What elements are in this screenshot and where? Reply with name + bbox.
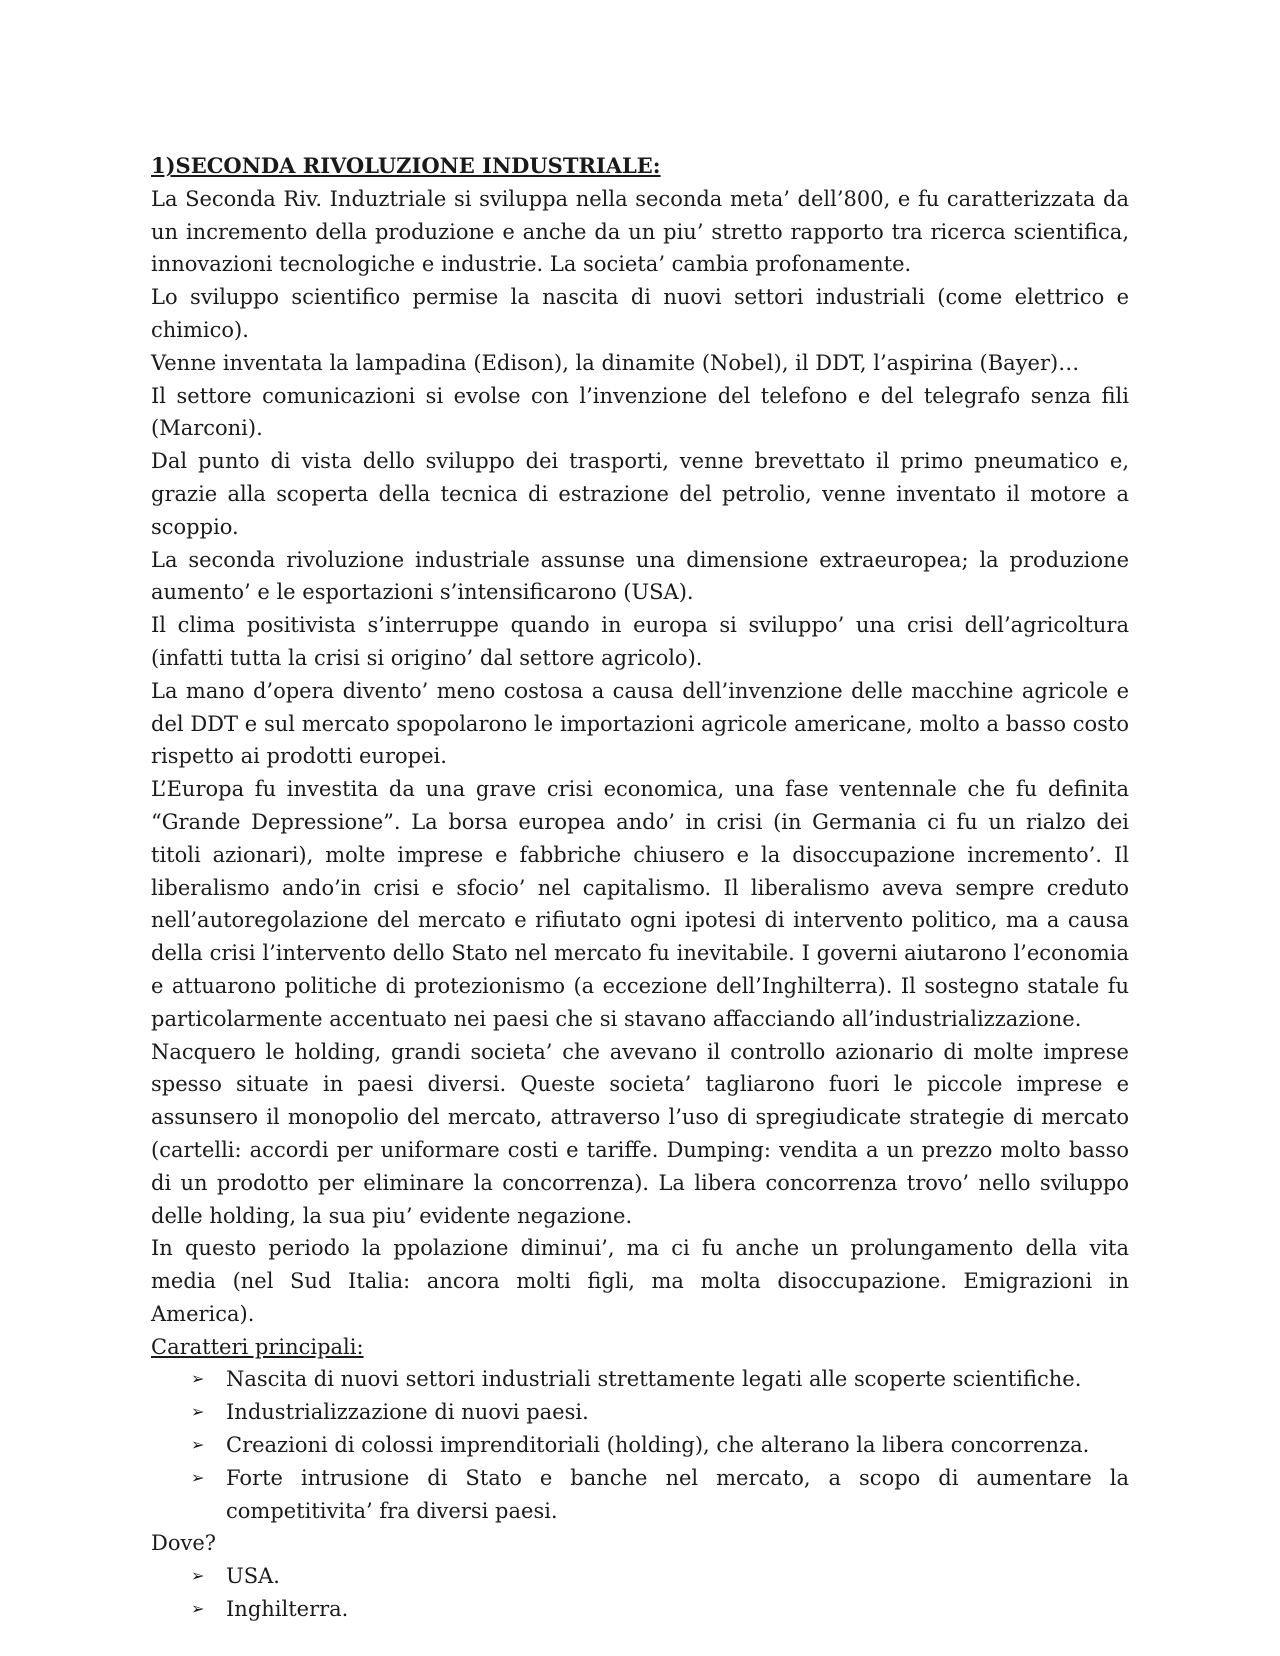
list-item-text: Inghilterra. (226, 1597, 349, 1622)
list-item-text: Nascita di nuovi settori industriali strettamente legati alle scoperte scientifiche. (226, 1367, 1082, 1392)
dove-list (151, 1560, 1129, 1626)
arrow-bullet-icon: ➢ (191, 1566, 205, 1586)
arrow-bullet-icon: ➢ (191, 1435, 205, 1455)
list-item (151, 1363, 1129, 1396)
list-item-text: Forte intrusione di Stato e banche nel mercato, a scopo di aumentare la competitivita’ fra diversi paesi. (226, 1465, 1129, 1523)
arrow-bullet-icon: ➢ (191, 1599, 205, 1619)
arrow-bullet-icon: ➢ (191, 1467, 205, 1487)
list-item (151, 1429, 1129, 1462)
arrow-bullet-icon: ➢ (191, 1402, 205, 1422)
paragraph: Il settore comunicazioni si evolse con l’invenzione del telefono e del telegrafo senza fili (Marconi). (151, 383, 1129, 441)
paragraph: La seconda rivoluzione industriale assunse una dimensione extraeuropea; la produzione aumento’ e le esportazioni s’intensificarono (USA). (151, 547, 1129, 605)
list-item-text: Creazioni di colossi imprenditoriali (holding), che alterano la libera concorrenza. (226, 1433, 1090, 1458)
paragraph: Il clima positivista s’interruppe quando in europa si sviluppo’ una crisi dell’agricoltura (infatti tutta la crisi si origino’ dal settore agricolo). (151, 613, 1129, 670)
document-page (151, 150, 1129, 1626)
paragraph: Lo sviluppo scientifico permise la nascita di nuovi settori industriali (come elettrico e chimico). (151, 285, 1129, 342)
list-item-text: Industrializzazione di nuovi paesi. (226, 1400, 589, 1425)
list-item (151, 1462, 1129, 1528)
list-item-text: USA. (226, 1564, 280, 1589)
paragraph: L’Europa fu investita da una grave crisi economica, una fase ventennale che fu definita “Grande Depressione”. La borsa europea ando’ in crisi (in Germania ci fu un rialzo dei titoli azionari), molte imprese e fabbriche chiusero e la disoccupazione incremento’. Il liberalismo ando’in crisi e sfocio’ nel capitalismo. Il liberalismo aveva sempre creduto nell’autoregolazione del mercato e rifiutato ogni ipotesi di intervento politico, ma a causa della crisi l’intervento dello Stato nel mercato fu inevitabile. I governi aiutarono l’economia e attuarono politiche di protezionismo (a eccezione dell’Inghilterra). Il sostegno statale fu particolarmente accentuato nei paesi che si stavano affacciando all’industrializzazione. (151, 777, 1129, 1031)
arrow-bullet-icon: ➢ (191, 1369, 205, 1389)
dove-label: Dove? (151, 1531, 217, 1556)
paragraph: In questo periodo la ppolazione diminui’, ma ci fu anche un prolungamento della vita media (nel Sud Italia: ancora molti figli, ma molta disoccupazione. Emigrazioni in America). (151, 1236, 1129, 1326)
paragraph: Dal punto di vista dello sviluppo dei trasporti, venne brevettato il primo pneumatico e, grazie alla scoperta della tecnica di estrazione del petrolio, venne inventato il motore a scoppio. (151, 449, 1129, 539)
list-item (151, 1396, 1129, 1429)
caratteri-list (151, 1363, 1129, 1527)
paragraph: Venne inventata la lampadina (Edison), la dinamite (Nobel), il DDT, l’aspirina (Bayer)… (151, 350, 1080, 375)
paragraph: Nacquero le holding, grandi societa’ che avevano il controllo azionario di molte imprese spesso situate in paesi diversi. Queste societa’ tagliarono fuori le piccole imprese e assunsero il monopolio del mercato, attraverso l’uso di spregiudicate strategie di mercato (cartelli: accordi per uniformare costi e tariffe. Dumping: vendita a un prezzo molto basso di un prodotto per eliminare la concorrenza). La libera concorrenza trovo’ nello sviluppo delle holding, la sua piu’ evidente negazione. (151, 1039, 1129, 1228)
section-title: 1)SECONDA RIVOLUZIONE INDUSTRIALE: (151, 153, 661, 178)
list-item (151, 1560, 1129, 1593)
caratteri-label: Caratteri principali: (151, 1334, 364, 1359)
paragraph: La mano d’opera divento’ meno costosa a causa dell’invenzione delle macchine agricole e del DDT e sul mercato spopolarono le importazioni agricole americane, molto a basso costo rispetto ai prodotti europei. (151, 678, 1129, 769)
paragraph: La Seconda Riv. Induztriale si sviluppa nella seconda meta’ dell’800, e fu caratterizzata da un incremento della produzione e anche da un piu’ stretto rapporto tra ricerca scientifica, innovazioni tecnologiche e industrie. La societa’ cambia profonamente. (151, 186, 1129, 277)
list-item (151, 1593, 1129, 1626)
